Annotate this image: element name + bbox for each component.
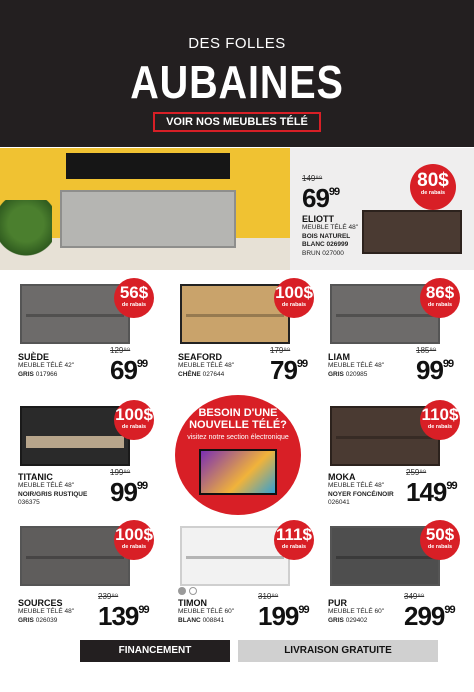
- product-info: PUR MEUBLE TÉLÉ 60" GRIS 029402: [328, 598, 385, 624]
- hero-banner: [0, 0, 474, 147]
- product-info: MOKA MEUBLE TÉLÉ 48" NOYER FONCÉ/NOIR 026041: [328, 472, 394, 506]
- product-info: SEAFORD MEUBLE TÉLÉ 48" CHÊNE 027644: [178, 352, 235, 378]
- product-price: 239⁹⁹ $139^{99}$: [98, 592, 149, 631]
- discount-badge: 50$ de rabais: [420, 520, 460, 560]
- eliott-image: [362, 210, 462, 254]
- product-card[interactable]: [174, 278, 324, 402]
- product-card[interactable]: [324, 400, 474, 524]
- product-price: 259⁹⁹ $149^{99}$: [406, 468, 457, 507]
- discount-badge: 100$ de rabais: [114, 520, 154, 560]
- discount-badge: 56$ de rabais: [114, 278, 154, 318]
- product-price: 199⁹⁹ $99^{99}$: [110, 468, 148, 507]
- product-price: 310⁹⁹ $199^{99}$: [258, 592, 309, 631]
- product-card[interactable]: [324, 520, 474, 644]
- product-info: TIMON MEUBLE TÉLÉ 60" BLANC 008841: [178, 598, 235, 624]
- shop-tv-stands-button[interactable]: VOIR NOS MEUBLES TÉLÉ: [153, 112, 321, 132]
- wall-tv-image: [66, 153, 230, 179]
- discount-badge: 86$ de rabais: [420, 278, 460, 318]
- product-price: 185⁹⁹ $99^{99}$: [416, 346, 454, 385]
- featured-product[interactable]: [0, 148, 474, 270]
- product-card[interactable]: [324, 278, 474, 402]
- tv-promo-bubble[interactable]: [175, 395, 301, 515]
- discount-badge: 111$ de rabais: [274, 520, 314, 560]
- discount-badge: 100$ de rabais: [114, 400, 154, 440]
- hero-subtitle: DES FOLLES: [188, 35, 286, 52]
- product-info: SUÈDE MEUBLE TÉLÉ 42" GRIS 017966: [18, 352, 75, 378]
- featured-price: $69^{99}$: [302, 183, 340, 213]
- tv-stand-image: [60, 190, 236, 248]
- tv-image: [199, 449, 277, 495]
- featured-name: ELIOTT: [302, 214, 334, 224]
- discount-badge: 80$ de rabais: [410, 164, 456, 210]
- swatch-white[interactable]: [189, 587, 197, 595]
- featured-desc: MEUBLE TÉLÉ 48" BOIS NATUREL BLANC 026999 BRUN 027000: [302, 224, 359, 257]
- product-card[interactable]: [14, 400, 164, 524]
- featured-room-image: [0, 148, 290, 270]
- promo-text: visitez notre section électronique: [187, 434, 289, 441]
- product-info: TITANIC MEUBLE TÉLÉ 48" NOIR/GRIS RUSTIQUE 036375: [18, 472, 88, 506]
- featured-old-price: 149⁹⁹: [302, 174, 323, 183]
- product-info: LIAM MEUBLE TÉLÉ 48" GRIS 020985: [328, 352, 385, 378]
- swatch-grey[interactable]: [178, 587, 186, 595]
- promo-heading: BESOIN D'UNE NOUVELLE TÉLÉ?: [189, 407, 287, 431]
- discount-badge: 110$ de rabais: [420, 400, 460, 440]
- product-price: 179⁹⁹ $79^{99}$: [270, 346, 308, 385]
- product-price: 129⁹⁹ $69^{99}$: [110, 346, 148, 385]
- product-card[interactable]: [14, 278, 164, 402]
- discount-badge: 100$ de rabais: [274, 278, 314, 318]
- product-card[interactable]: [174, 520, 324, 644]
- plant-image: [0, 200, 52, 260]
- free-delivery-button[interactable]: LIVRAISON GRATUITE: [238, 640, 438, 662]
- financing-button[interactable]: FINANCEMENT: [80, 640, 230, 662]
- product-price: 349⁹⁹ $299^{99}$: [404, 592, 455, 631]
- product-card[interactable]: [14, 520, 164, 644]
- hero-title: AUBAINES: [130, 56, 344, 108]
- product-info: SOURCES MEUBLE TÉLÉ 48" GRIS 026039: [18, 598, 75, 624]
